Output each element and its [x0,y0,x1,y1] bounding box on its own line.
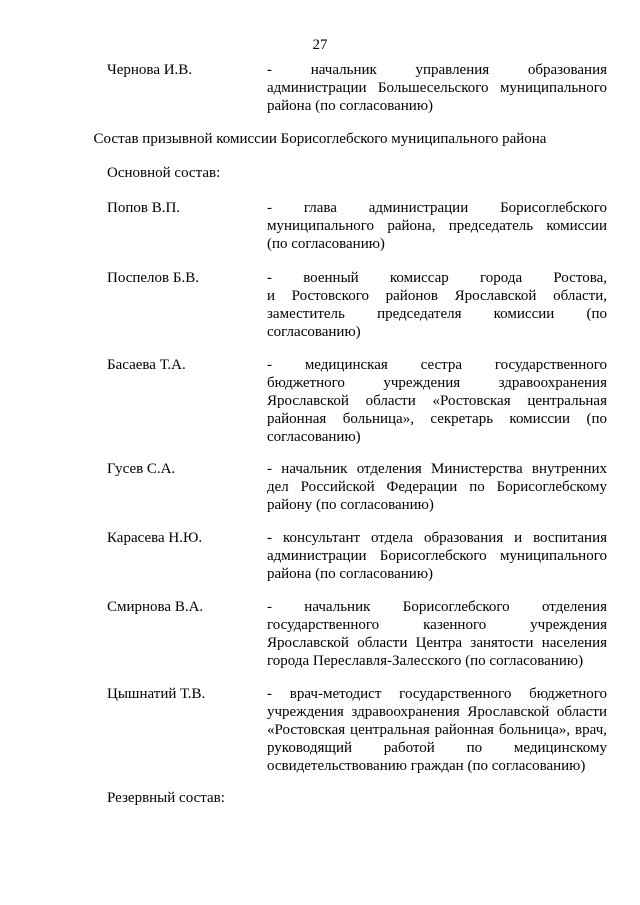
member-name: Попов В.П. [107,200,181,216]
page-number: 27 [312,37,328,53]
member-description [267,529,607,583]
member-description [267,685,607,775]
description-line: муниципального района, председатель комиссии [267,218,607,234]
description-line: бюджетного учреждения здравоохранения [267,375,607,391]
description-line: администрации Борисоглебского муниципального [267,548,607,564]
description-line: - военный комиссар города Ростова, [267,270,607,286]
description-line: города Переславля-Залесского (по согласованию) [267,653,584,669]
description-line: - начальник отделения Министерства внутренних [267,461,607,477]
description-line: района (по согласованию) [267,566,434,582]
description-line: согласованию) [267,324,361,340]
member-name: Карасева Н.Ю. [107,530,203,546]
description-line: освидетельствованию граждан (по согласованию) [267,758,586,774]
description-line: - начальник Борисоглебского отделения [267,599,607,615]
description-line: - начальник управления образования [267,62,607,78]
description-line: учреждения здравоохранения Ярославской области [267,704,607,720]
section-title: Состав призывной комиссии Борисоглебского муниципального района [93,131,547,147]
member-name: Поспелов Б.В. [107,270,199,286]
description-line: (по согласованию) [267,236,385,252]
description-line: согласованию) [267,429,361,445]
description-line: и Ростовского районов Ярославской области, [267,288,607,304]
member-name: Басаева Т.А. [107,357,186,373]
reserve-composition-heading: Резервный состав: [107,790,225,806]
description-line: Ярославской области Центра занятости населения [267,635,607,651]
description-line: государственного казенного учреждения [267,617,607,633]
description-line: - медицинская сестра государственного [267,357,607,373]
member-description [267,61,607,115]
description-line: «Ростовская центральная районная больница», врач, [267,722,607,738]
description-line: дел Российской Федерации по Борисоглебскому [267,479,607,495]
main-composition-heading: Основной состав: [107,165,221,181]
member-description [267,598,607,670]
description-line: - консультант отдела образования и воспитания [267,530,607,546]
member-name: Гусев С.А. [107,461,176,477]
member-description [267,269,607,341]
member-name: Чернова И.В. [107,62,193,78]
member-name: Цышнатий Т.В. [107,686,206,702]
description-line: руководящий работой по медицинскому [267,740,607,756]
description-line: Ярославской области «Ростовская центральная [267,393,607,409]
description-line: районная больница», секретарь комиссии (по [267,411,607,427]
member-name: Смирнова В.А. [107,599,204,615]
member-description [267,356,607,446]
member-description [267,460,607,514]
description-line: - врач-методист государственного бюджетного [267,686,607,702]
description-line: заместитель председателя комиссии (по [267,306,607,322]
description-line: - глава администрации Борисоглебского [267,200,607,216]
description-line: района (по согласованию) [267,98,434,114]
description-line: району (по согласованию) [267,497,434,513]
description-line: администрации Большесельского муниципального [267,80,607,96]
member-description [267,199,607,253]
